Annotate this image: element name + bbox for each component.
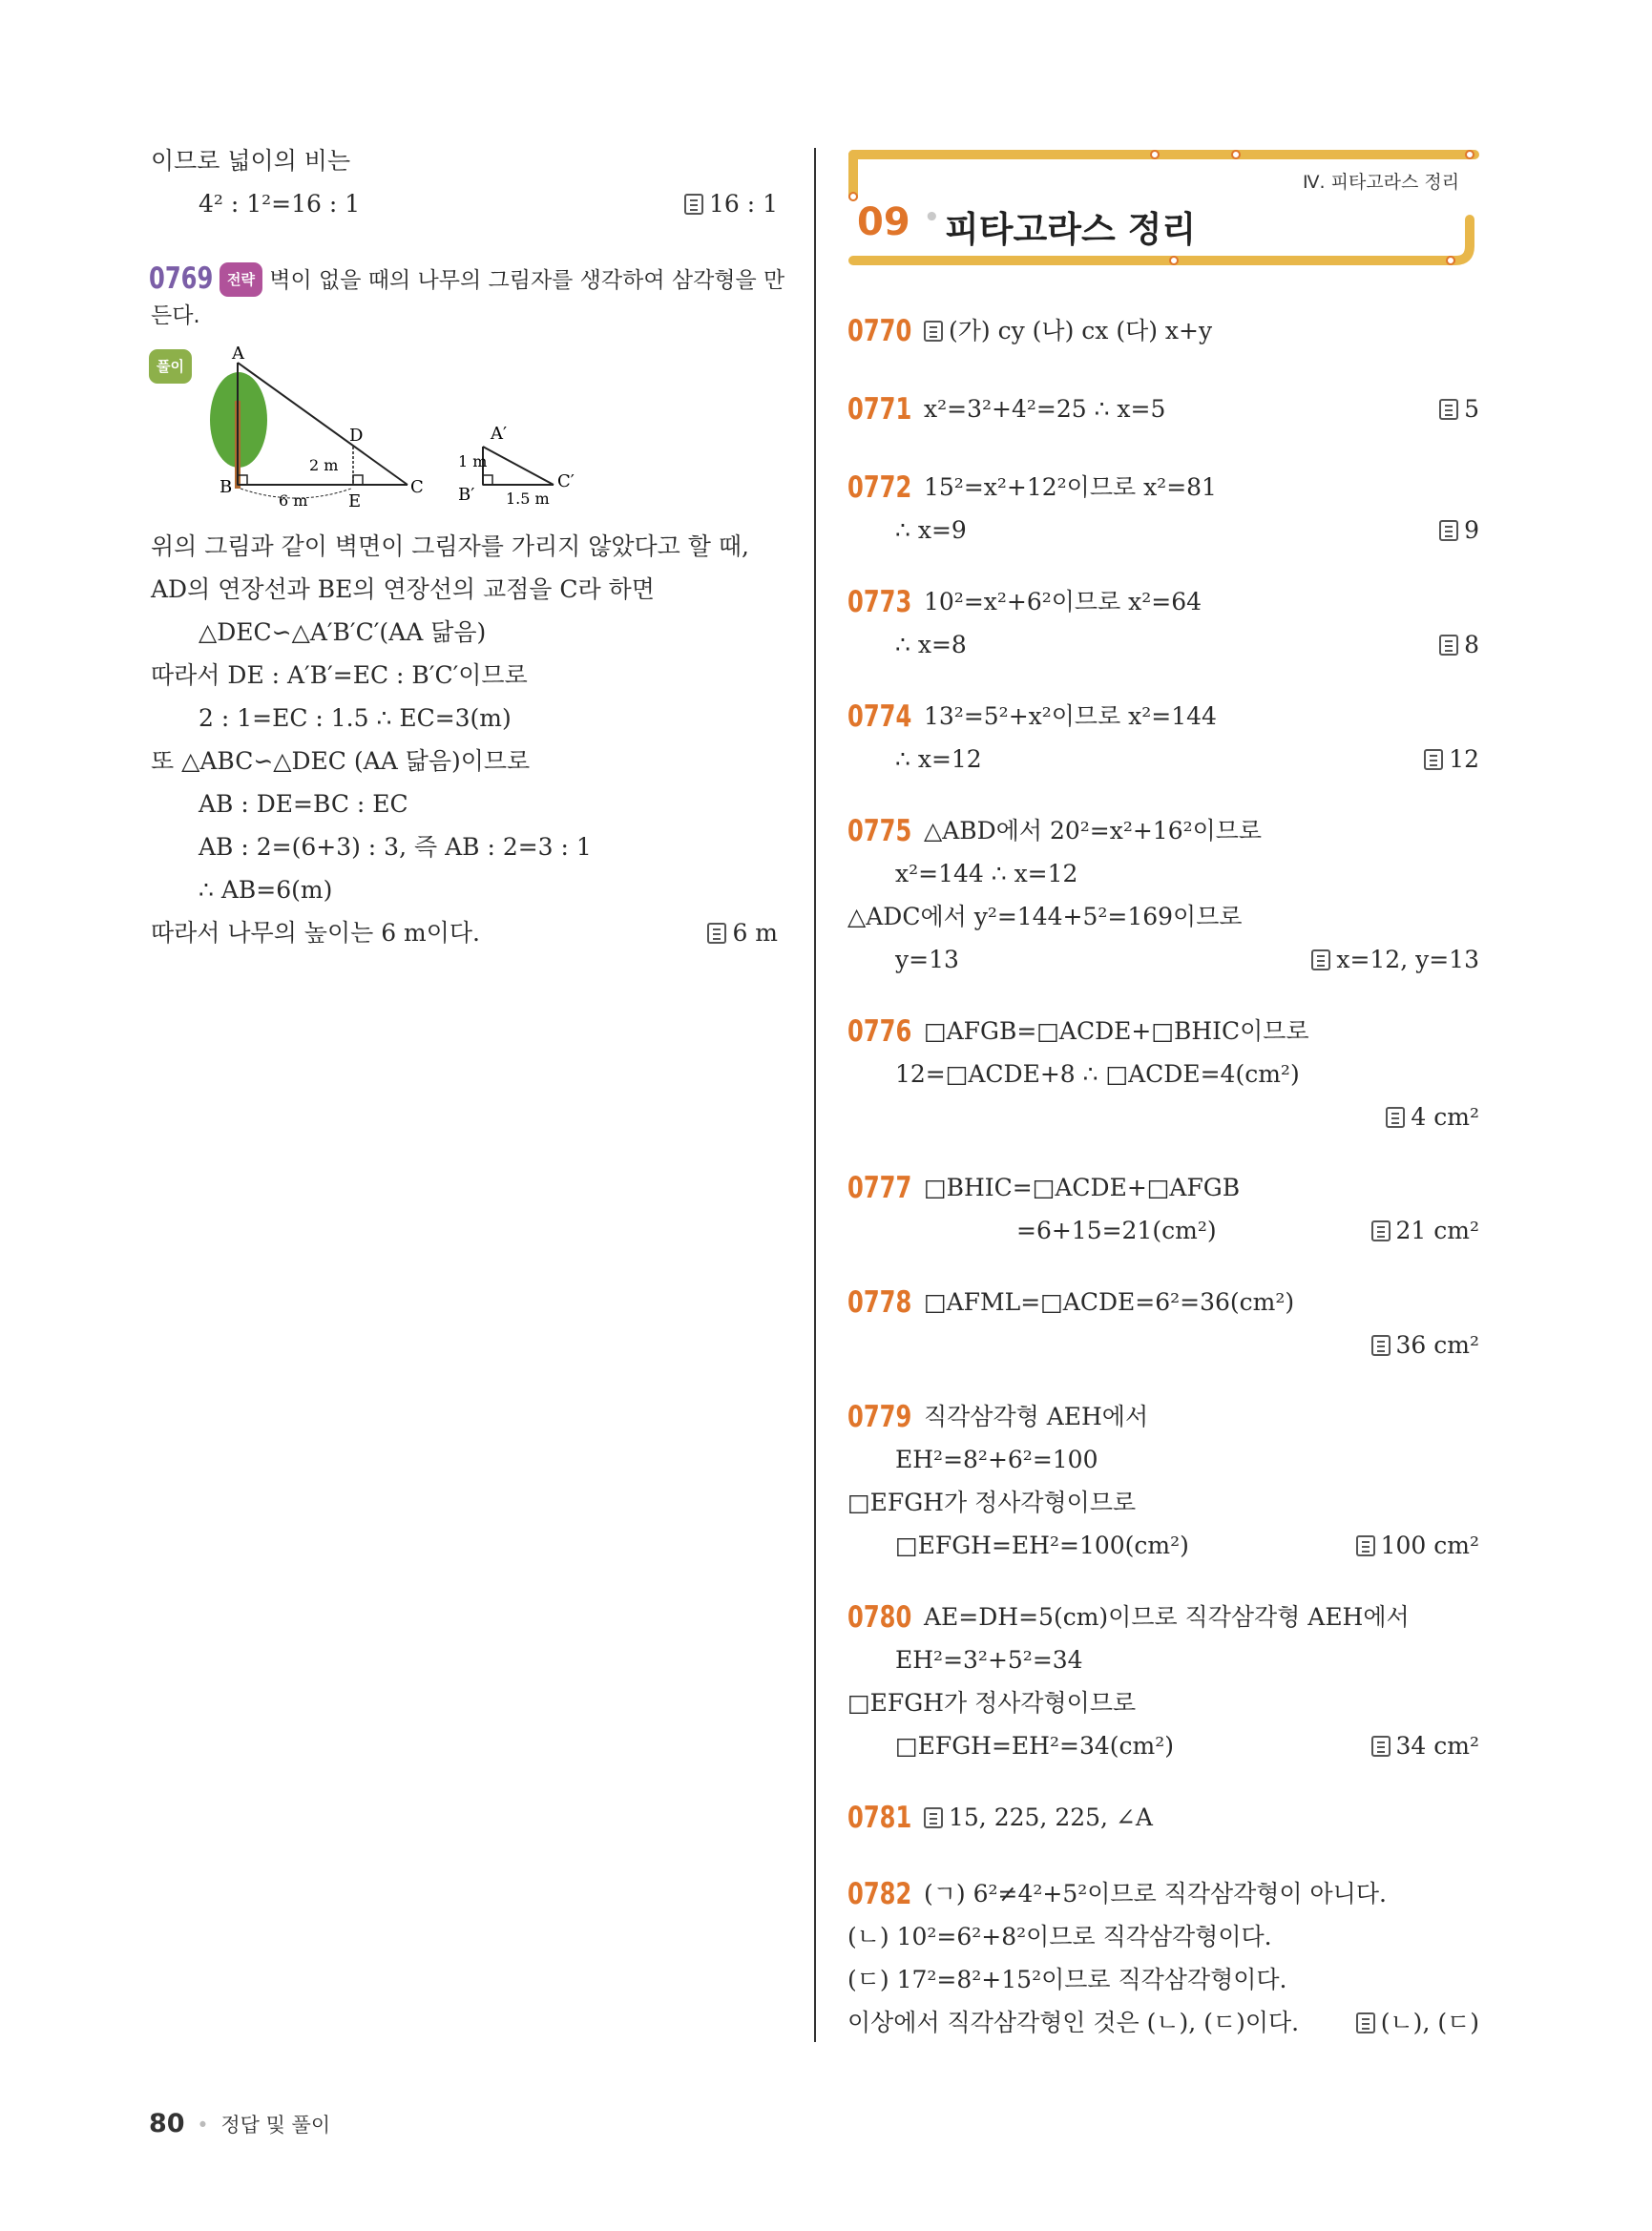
solution-line: 이상에서 직각삼각형인 것은 (ㄴ), (ㄷ)이다. xyxy=(847,2009,1300,2036)
label-B-prime: B′ xyxy=(458,485,475,505)
solution-line: 10²=x²+6²이므로 x²=64 xyxy=(924,588,1202,615)
answer: x=12, y=13 xyxy=(1279,944,1479,976)
answer: 21 cm² xyxy=(1279,1215,1479,1247)
answer: 34 cm² xyxy=(1279,1730,1479,1762)
answer: 12 xyxy=(1279,743,1479,776)
answer-icon xyxy=(1424,749,1443,770)
solution-line: x²=144 ∴ x=12 xyxy=(895,860,1078,887)
label-C: C xyxy=(410,477,424,497)
solution-line: (ㄱ) 6²≠4²+5²이므로 직각삼각형이 아니다. xyxy=(924,1880,1387,1908)
solution-line: △DEC∽△A′B′C′(AA 닮음) xyxy=(199,618,487,646)
solution-line: ∴ x=8 xyxy=(895,631,967,658)
problem-number-0781: 0781 xyxy=(847,1801,912,1835)
text-line: 이므로 넓이의 비는 xyxy=(151,147,351,175)
solution-line: □EFGH가 정사각형이므로 xyxy=(847,1489,1137,1516)
solution-line: 직각삼각형 AEH에서 xyxy=(924,1403,1149,1430)
answer-icon xyxy=(684,194,703,215)
answer-icon xyxy=(1386,1107,1405,1128)
solution-line: =6+15=21(cm²) xyxy=(1016,1217,1217,1244)
solution-tag-wrap xyxy=(149,349,192,384)
solution-line: 15, 225, 225, ∠A xyxy=(924,1802,1153,1834)
page-number: 80 xyxy=(149,2109,185,2138)
strategy-text-cont: 든다. xyxy=(151,303,200,328)
solution-line: (가) cy (나) cx (다) x+y xyxy=(924,315,1212,347)
small-hypotenuse xyxy=(483,447,554,485)
problem-number-0774: 0774 xyxy=(847,699,912,734)
answer-icon xyxy=(1356,2012,1375,2033)
solution-line: EH²=3²+5²=34 xyxy=(895,1646,1083,1674)
chapter-label: Ⅳ. 피타고라스 정리 xyxy=(1303,172,1460,193)
solution-line: 또 △ABC∽△DEC (AA 닮음)이므로 xyxy=(151,747,531,775)
solution-line: (ㄴ) 10²=6²+8²이므로 직각삼각형이다. xyxy=(847,1923,1272,1950)
footer-label: 정답 및 풀이 xyxy=(220,2114,331,2137)
solution-line: ∴ AB=6(m) xyxy=(199,876,333,904)
answer-icon xyxy=(924,1807,943,1828)
solution-line: AB : DE=BC : EC xyxy=(199,790,408,818)
problem-number-0775: 0775 xyxy=(847,814,912,848)
problem-number-0771: 0771 xyxy=(847,392,912,427)
solution-line: 12=□ACDE+8 ∴ □ACDE=4(cm²) xyxy=(895,1060,1300,1088)
problem-number: 0769 xyxy=(149,261,214,296)
problem-number-0773: 0773 xyxy=(847,585,912,619)
label-2m: 2 m xyxy=(309,456,339,474)
section-number: 09 xyxy=(857,200,910,244)
answer-icon xyxy=(1356,1535,1375,1556)
label-1m: 1 m xyxy=(458,452,488,470)
solution-line: □BHIC=□ACDE+□AFGB xyxy=(924,1174,1241,1201)
tree-shadow-figure xyxy=(200,344,601,515)
solution-line: AD의 연장선과 BE의 연장선의 교점을 C라 하면 xyxy=(151,575,655,603)
problem-number-0772: 0772 xyxy=(847,470,912,505)
answer-icon xyxy=(1439,520,1458,541)
problem-number-0778: 0778 xyxy=(847,1285,912,1320)
solution-line: □AFGB=□ACDE+□BHIC이므로 xyxy=(924,1017,1309,1045)
answer-icon xyxy=(1439,635,1458,656)
label-C-prime: C′ xyxy=(557,471,575,491)
solution-line: △ABD에서 20²=x²+16²이므로 xyxy=(924,817,1263,844)
answer: 8 xyxy=(1279,629,1479,661)
solution-line: 따라서 DE : A′B′=EC : B′C′이므로 xyxy=(151,661,528,689)
answer: 36 cm² xyxy=(1279,1329,1479,1362)
solution-line: □AFML=□ACDE=6²=36(cm²) xyxy=(924,1288,1295,1316)
answer: (ㄴ), (ㄷ) xyxy=(1279,2007,1479,2039)
answer: 9 xyxy=(1279,514,1479,547)
answer-icon xyxy=(1371,1335,1391,1356)
strategy-text: 전략 벽이 없을 때의 나무의 그림자를 생각하여 삼각형을 만 xyxy=(220,262,784,297)
label-1-5m: 1.5 m xyxy=(506,490,550,508)
label-6m: 6 m xyxy=(279,491,308,510)
solution-line: EH²=8²+6²=100 xyxy=(895,1446,1098,1473)
solution-line: 15²=x²+12²이므로 x²=81 xyxy=(924,473,1217,501)
column-divider xyxy=(814,148,816,2042)
answer: 6 m xyxy=(668,917,778,949)
solution-line: ∴ x=12 xyxy=(895,745,982,773)
solution-line: □EFGH=EH²=100(cm²) xyxy=(895,1532,1189,1559)
label-D: D xyxy=(349,426,364,446)
solution-line: □EFGH=EH²=34(cm²) xyxy=(895,1732,1175,1760)
answer: 100 cm² xyxy=(1279,1530,1479,1562)
answer-icon xyxy=(1371,1736,1391,1757)
solution-line: 13²=5²+x²이므로 x²=144 xyxy=(924,702,1217,730)
solution-line: 2 : 1=EC : 1.5 ∴ EC=3(m) xyxy=(199,704,512,732)
solution-line: y=13 xyxy=(895,946,959,973)
answer-icon xyxy=(707,923,726,944)
label-E: E xyxy=(348,491,362,511)
solution-line: □EFGH가 정사각형이므로 xyxy=(847,1689,1137,1717)
label-B: B xyxy=(220,477,233,497)
text-line: 4² : 1²=16 : 1 xyxy=(199,190,361,218)
problem-number-0777: 0777 xyxy=(847,1171,912,1205)
answer: 4 cm² xyxy=(1279,1101,1479,1134)
answer: 16 : 1 xyxy=(668,188,778,220)
answer: 5 xyxy=(1279,393,1479,426)
answer-icon xyxy=(1371,1220,1391,1241)
solution-line: 따라서 나무의 높이는 6 m이다. xyxy=(151,919,480,947)
problem-number-0770: 0770 xyxy=(847,314,912,348)
right-angle-mark xyxy=(353,475,363,485)
problem-number-0779: 0779 xyxy=(847,1400,912,1434)
strategy-tag: 전략 xyxy=(220,262,262,297)
solution-line: AE=DH=5(cm)이므로 직각삼각형 AEH에서 xyxy=(924,1603,1410,1631)
label-A-prime: A′ xyxy=(491,424,508,444)
solution-line: x²=3²+4²=25 ∴ x=5 xyxy=(924,395,1166,423)
solution-line: (ㄷ) 17²=8²+15²이므로 직각삼각형이다. xyxy=(847,1966,1287,1993)
problem-number-0780: 0780 xyxy=(847,1600,912,1635)
label-A: A xyxy=(232,344,244,364)
solution-line: 위의 그림과 같이 벽면이 그림자를 가리지 않았다고 할 때, xyxy=(151,532,749,560)
solution-line: △ADC에서 y²=144+5²=169이므로 xyxy=(847,903,1243,930)
problem-number-0776: 0776 xyxy=(847,1014,912,1049)
footer-dot: • xyxy=(197,2114,209,2137)
solution-line: ∴ x=9 xyxy=(895,516,967,544)
problem-number-0782: 0782 xyxy=(847,1877,912,1911)
section-dot: • xyxy=(924,203,940,232)
footer xyxy=(149,2109,330,2138)
solution-tag: 풀이 xyxy=(149,349,192,384)
answer-icon xyxy=(924,321,943,342)
answer-icon xyxy=(1439,399,1458,420)
right-angle-mark xyxy=(483,475,492,485)
answer-icon xyxy=(1311,949,1330,970)
solution-line: AB : 2=(6+3) : 3, 즉 AB : 2=3 : 1 xyxy=(199,833,592,861)
section-title: 피타고라스 정리 xyxy=(945,209,1197,250)
